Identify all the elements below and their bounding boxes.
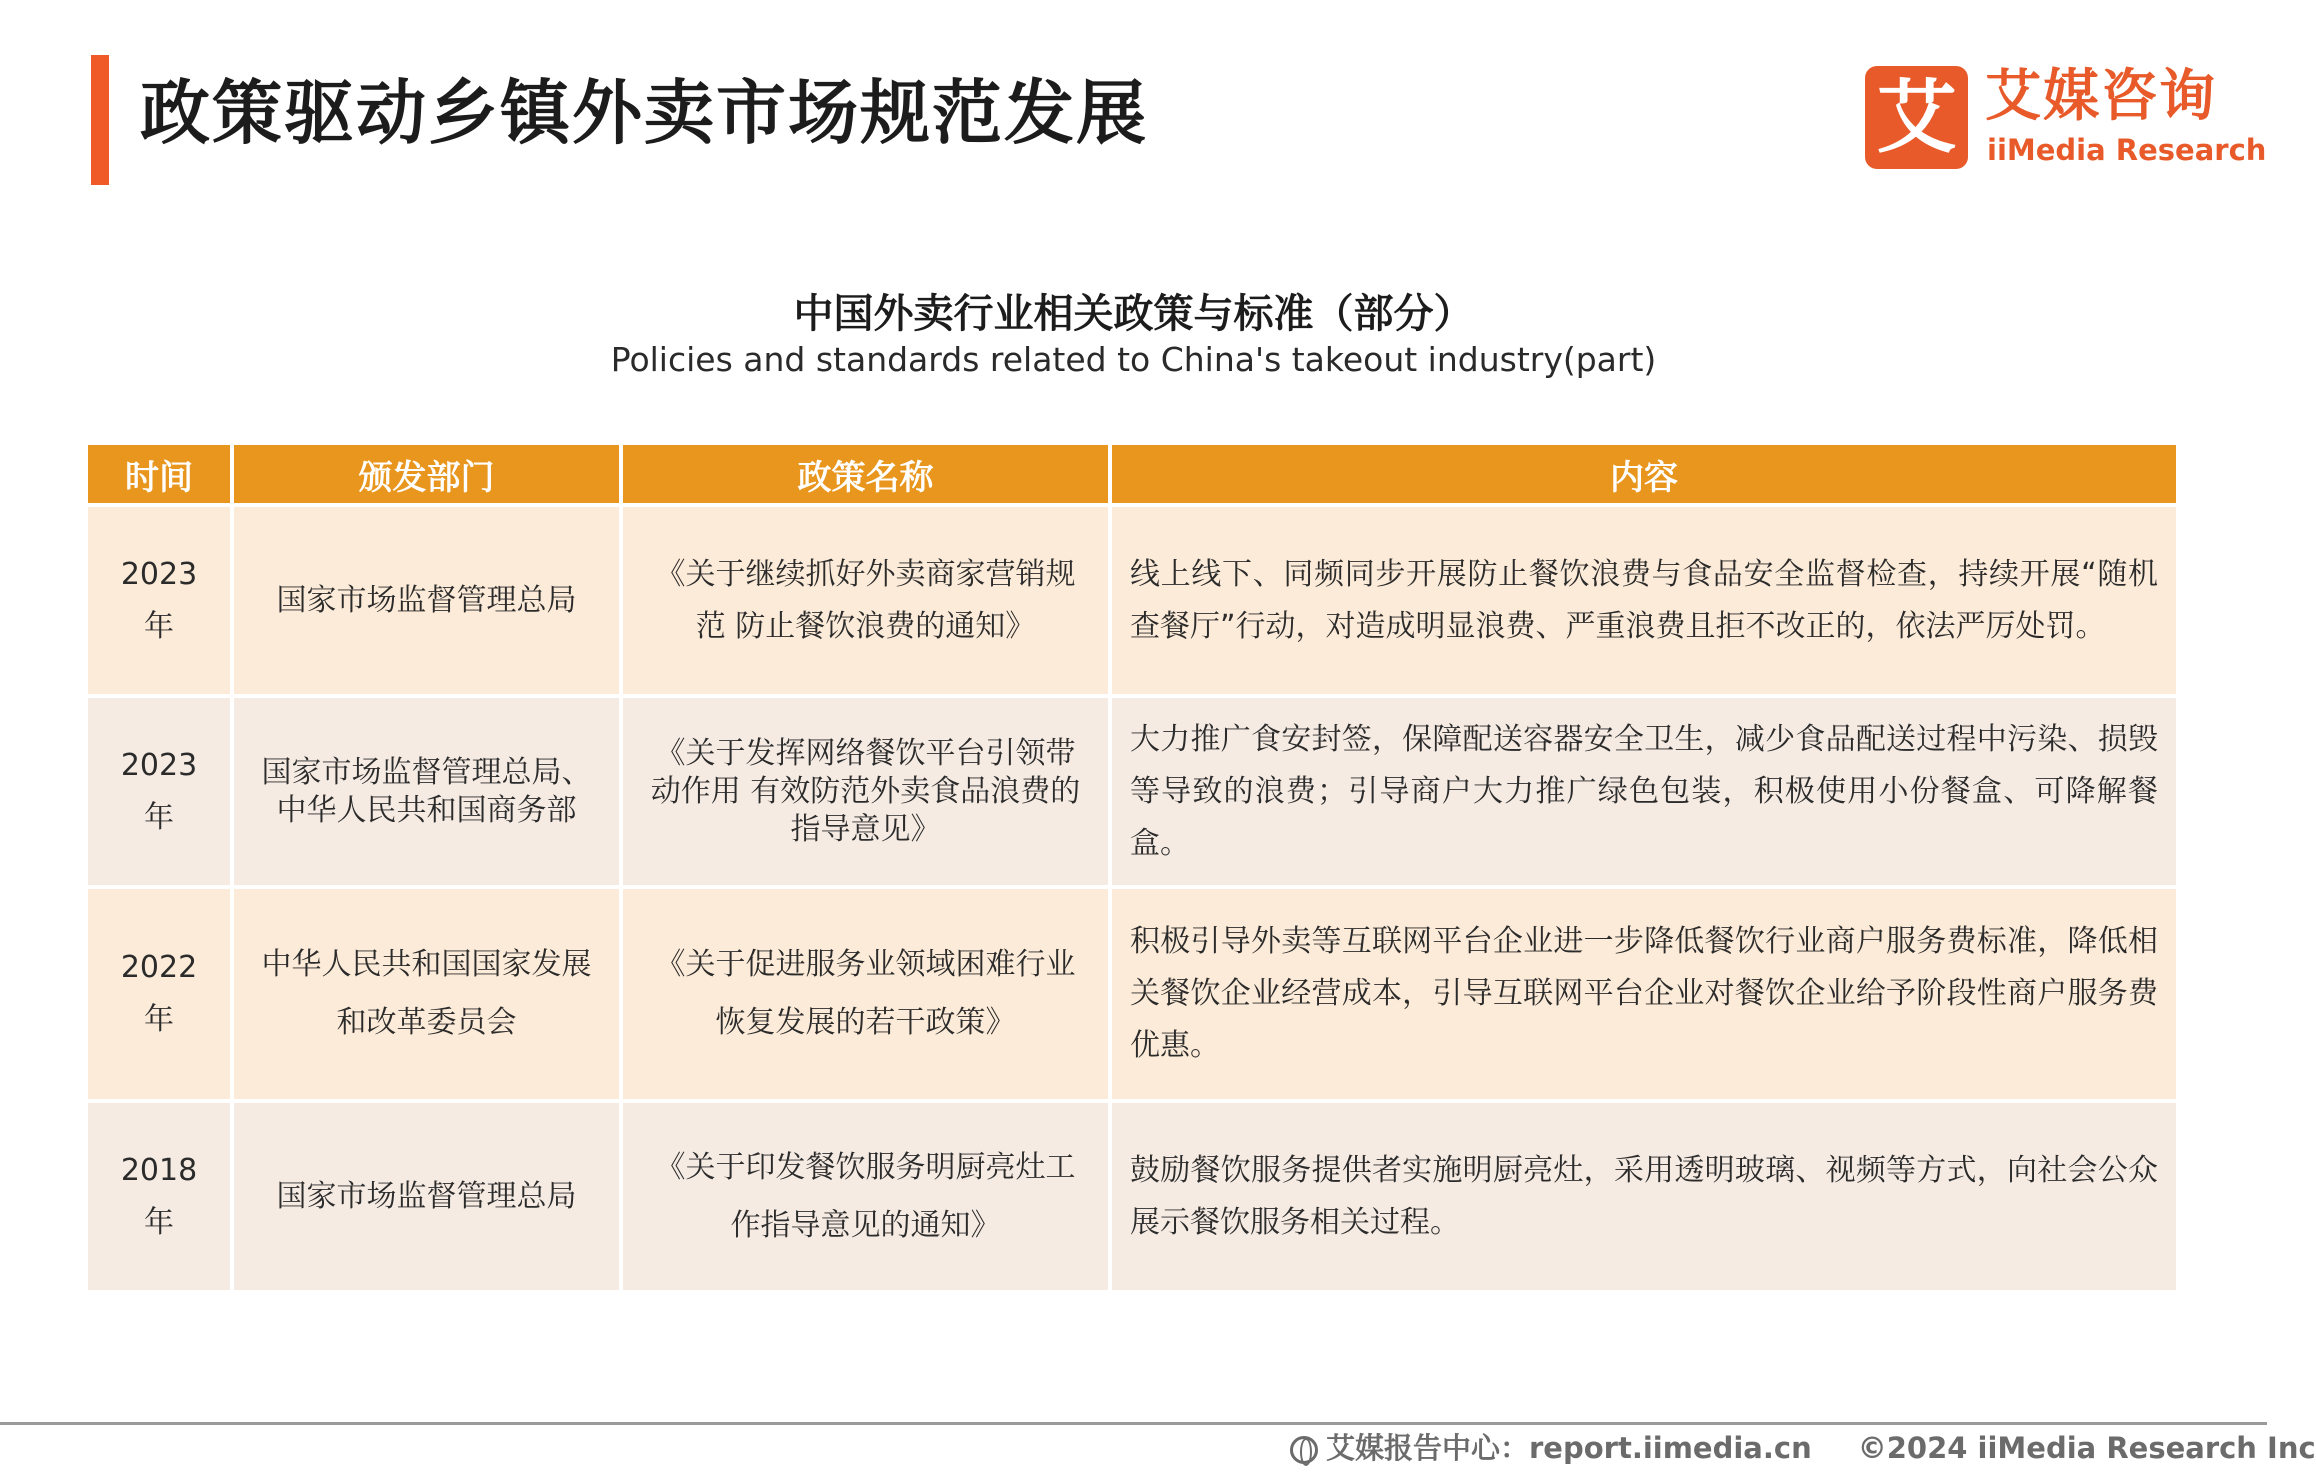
table-row [88, 889, 2176, 1099]
cell-year: 2018年 [88, 1103, 230, 1290]
footer-divider [0, 1422, 2267, 1425]
footer [1290, 1428, 2316, 1468]
table-header-row [88, 445, 2176, 503]
logo-name-en: iiMedia Research [1987, 133, 2267, 167]
cell-content: 鼓励餐饮服务提供者实施明厨亮灶，采用透明玻璃、视频等方式，向社会公众展示餐饮服务相关过程。 [1112, 1103, 2176, 1290]
logo-name-cn: 艾媒咨询 [1985, 64, 2217, 129]
cell-content: 大力推广食安封签，保障配送容器安全卫生，减少食品配送过程中污染、损毁等导致的浪费；引导商户大力推广绿色包装，积极使用小份餐盒、可降解餐盒。 [1112, 698, 2176, 885]
cell-department: 国家市场监督管理总局、中华人民共和国商务部 [234, 698, 619, 885]
column-header-department: 颁发部门 [234, 445, 619, 503]
page-title: 政策驱动乡镇外卖市场规范发展 [140, 72, 1148, 154]
cell-policy-name: 《关于促进服务业领域困难行业恢复发展的若干政策》 [623, 889, 1108, 1099]
cell-department: 国家市场监督管理总局 [234, 1103, 619, 1290]
table-subtitle: Policies and standards related to China's takeout industry(part) [610, 340, 1657, 379]
table-row [88, 698, 2176, 885]
cell-year: 2023年 [88, 507, 230, 694]
column-header-time: 时间 [88, 445, 230, 503]
policy-table [84, 441, 2180, 1294]
logo-mark: 艾 [1865, 66, 1968, 169]
footer-copyright: ©2024 iiMedia Research Inc [1857, 1431, 2316, 1465]
cell-content: 线上线下、同频同步开展防止餐饮浪费与食品安全监督检查，持续开展“随机查餐厅”行动，对造成明显浪费、严重浪费且拒不改正的，依法严厉处罚。 [1112, 507, 2176, 694]
cell-policy-name: 《关于继续抓好外卖商家营销规范 防止餐饮浪费的通知》 [623, 507, 1108, 694]
table-row [88, 507, 2176, 694]
cell-year: 2022年 [88, 889, 230, 1099]
cell-content: 积极引导外卖等互联网平台企业进一步降低餐饮行业商户服务费标准，降低相关餐饮企业经营成本，引导互联网平台企业对餐饮企业给予阶段性商户服务费优惠。 [1112, 889, 2176, 1099]
cell-department: 国家市场监督管理总局 [234, 507, 619, 694]
column-header-policy-name: 政策名称 [623, 445, 1108, 503]
table-row [88, 1103, 2176, 1290]
column-header-content: 内容 [1112, 445, 2176, 503]
cell-policy-name: 《关于发挥网络餐饮平台引领带动作用 有效防范外卖食品浪费的指导意见》 [623, 698, 1108, 885]
cell-year: 2023年 [88, 698, 230, 885]
globe-icon [1290, 1436, 1318, 1464]
title-accent-bar [91, 55, 109, 185]
footer-source[interactable]: 艾媒报告中心：report.iimedia.cn [1326, 1431, 1812, 1465]
brand-logo [1865, 62, 2267, 172]
cell-department: 中华人民共和国国家发展和改革委员会 [234, 889, 619, 1099]
cell-policy-name: 《关于印发餐饮服务明厨亮灶工作指导意见的通知》 [623, 1103, 1108, 1290]
table-title: 中国外卖行业相关政策与标准（部分） [793, 291, 1474, 337]
